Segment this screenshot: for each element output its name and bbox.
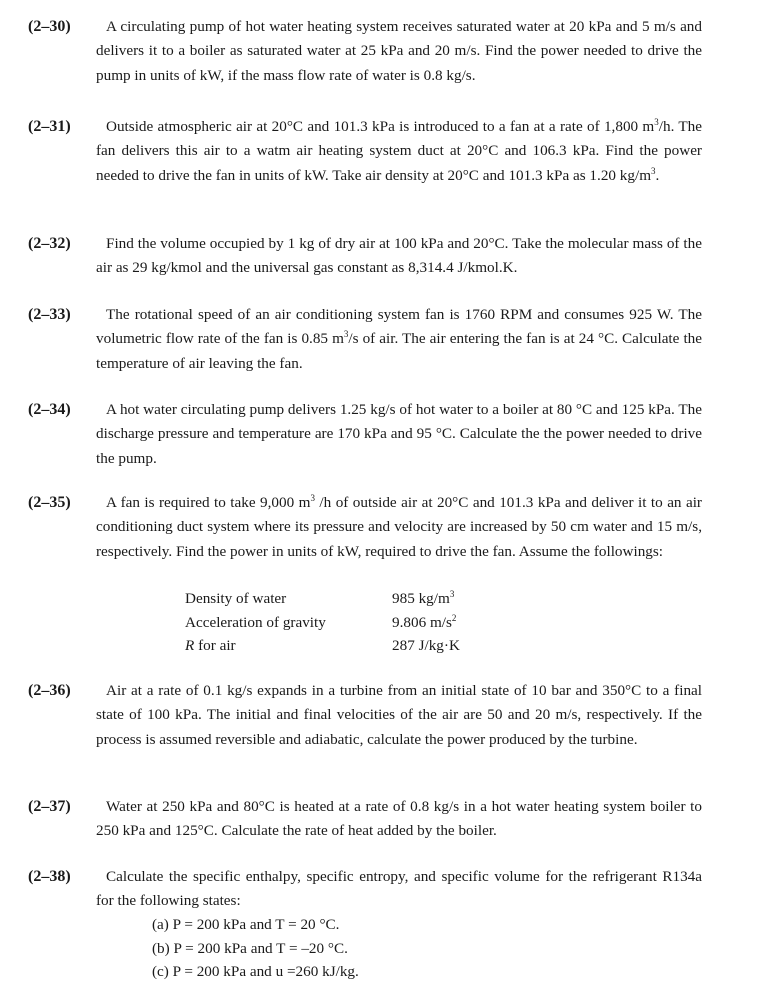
problem-text: Calculate the specific enthalpy, specific entropy, and specific volume for the refrigerant R134a for the following states: bbox=[96, 868, 702, 910]
given-label: R for air bbox=[185, 637, 236, 654]
state-case: (b) P = 200 kPa and T = –20 °C. bbox=[152, 939, 348, 957]
problem-number: (2–37) bbox=[28, 798, 71, 815]
problem-text: Water at 250 kPa and 80°C is heated at a rate of 0.8 kg/s in a hot water heating system boiler to 250 kPa and 125°C. Calculate the rate of heat added by the boiler. bbox=[96, 798, 702, 840]
given-row bbox=[185, 587, 545, 611]
problem-number: (2–35) bbox=[28, 494, 71, 511]
problem-text: Air at a rate of 0.1 kg/s expands in a turbine from an initial state of 10 bar and 350°C to a final state of 100 kPa. The initial and final velocities of the air are 50 and 20 m/s, respectively. If the process is assumed reversible and adiabatic, calculate the power produced by the turbine. bbox=[96, 682, 702, 748]
given-row bbox=[185, 611, 545, 635]
problem-number: (2–36) bbox=[28, 682, 71, 699]
given-label: Density of water bbox=[185, 590, 287, 607]
problem-text: A circulating pump of hot water heating system receives saturated water at 20 kPa and 5 m/s and delivers it to a boiler as saturated water at 25 kPa and 20 m/s. Find the power needed to drive the pump in units of kW, if the mass flow rate of water is 0.8 kg/s. bbox=[96, 18, 702, 84]
problem-text: A hot water circulating pump delivers 1.25 kg/s of hot water to a boiler at 80 °C and 125 kPa. The discharge pressure and temperature are 170 kPa and 95 °C. Calculate the the power needed to drive the pump. bbox=[96, 401, 702, 467]
state-case: (c) P = 200 kPa and u =260 kJ/kg. bbox=[152, 963, 359, 980]
problem-number: (2–38) bbox=[28, 868, 71, 885]
given-value: 985 $kg/m^3$ bbox=[392, 588, 455, 607]
given-row bbox=[185, 634, 545, 658]
problem-number: (2–34) bbox=[28, 401, 71, 418]
given-label: Acceleration of gravity bbox=[185, 613, 326, 631]
given-values-table bbox=[185, 587, 545, 658]
given-value: 9.806 $m/s^2$ bbox=[392, 612, 457, 631]
problem-text: Find the volume occupied by 1 kg of dry air at 100 kPa and 20°C. Take the molecular mass of the air as 29 kg/kmol and the universal gas constant as 8,314.4 J/kmol.K. bbox=[96, 235, 702, 277]
state-case: (a) P = 200 kPa and T = 20 °C. bbox=[152, 916, 340, 933]
state-cases-list bbox=[152, 913, 572, 984]
problem-text: The rotational speed of an air conditioning system fan is 1760 RPM and consumes 925 W. The volumetric flow rate of the fan is 0.85 $m^3/s$ of air. The air entering the fan is at 24 °C. Calculate the temperature of air leaving the fan. bbox=[96, 306, 702, 372]
problem-text: Outside atmospheric air at 20°C and 101.3 kPa is introduced to a fan at a rate of 1,800 $m^3/h$. The fan delivers this air to a watm air heating system duct at 20°C and 106.3 kPa. Find the power needed to drive the fan in units of kW. Take air density at 20°C and 101.3 kPa as 1.20 $kg/m^3$. bbox=[96, 116, 702, 184]
given-value: 287 J/kg·K bbox=[392, 637, 460, 654]
problem-number: (2–33) bbox=[28, 306, 71, 323]
problem-number: (2–31) bbox=[28, 118, 71, 135]
problem-number: (2–30) bbox=[28, 18, 71, 35]
problem-text: A fan is required to take 9,000 $m^3$ /h of outside air at 20°C and 101.3 kPa and deliver it to an air conditioning duct system where its pressure and velocity are increased by 50 cm water and 15 m/s, respectively. Find the power in units of kW, required to drive the fan. Assume the followings: bbox=[96, 492, 702, 560]
problem-number: (2–32) bbox=[28, 235, 71, 252]
